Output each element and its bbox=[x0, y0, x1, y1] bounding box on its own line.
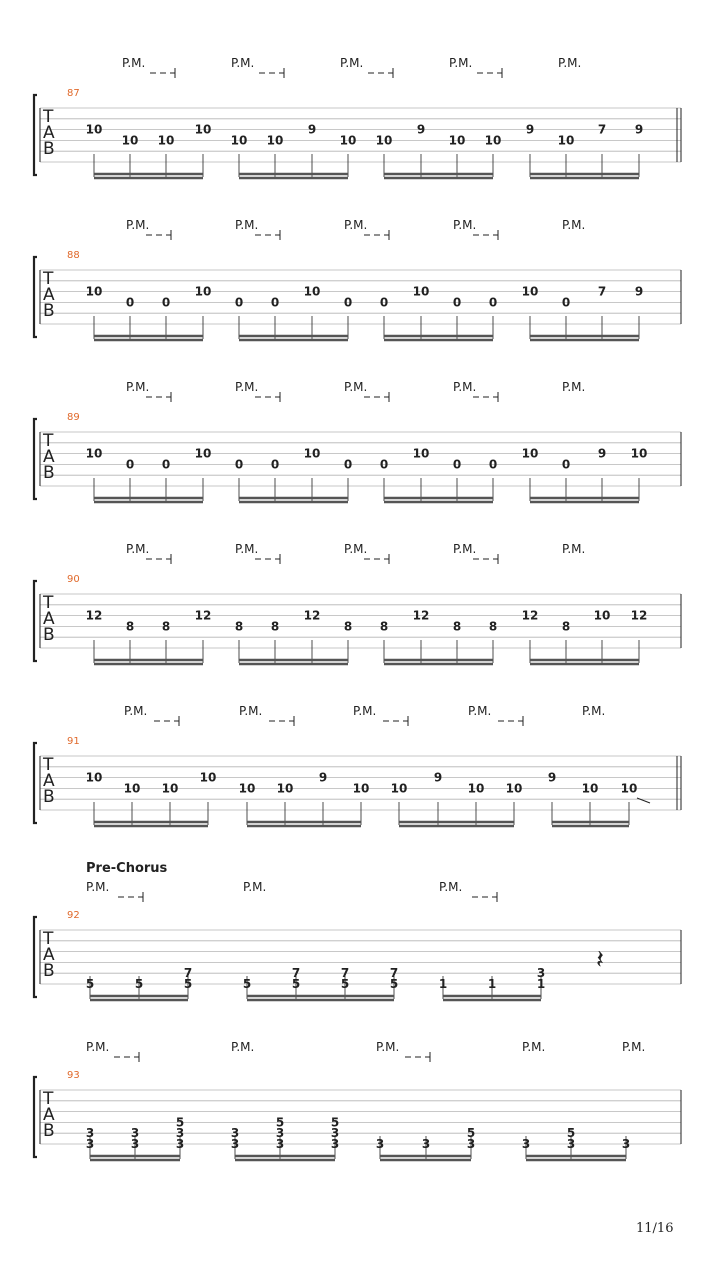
tab-clef-letter: T bbox=[43, 593, 54, 613]
tab-clef-letter: A bbox=[43, 609, 55, 629]
fret-number: 1 bbox=[536, 977, 546, 991]
palm-mute-label: P.M. bbox=[126, 380, 150, 394]
fret-number: 5 bbox=[330, 1115, 340, 1130]
tab-system bbox=[34, 392, 681, 502]
palm-mute-label: P.M. bbox=[522, 1040, 546, 1054]
fret-number: 10 bbox=[484, 133, 502, 148]
fret-number: 9 bbox=[634, 122, 644, 137]
fret-number: 10 bbox=[303, 446, 321, 461]
fret-number: 5 bbox=[275, 1115, 285, 1130]
fret-number: 3 bbox=[275, 1126, 285, 1141]
tab-clef-letter: T bbox=[43, 929, 54, 949]
fret-number: 5 bbox=[183, 977, 193, 991]
palm-mute-label: P.M. bbox=[340, 56, 364, 70]
fret-number: 10 bbox=[85, 122, 103, 137]
fret-number: 9 bbox=[597, 446, 607, 461]
fret-number: 10 bbox=[85, 446, 103, 461]
palm-mute-label: P.M. bbox=[86, 1040, 110, 1054]
palm-mute-label: P.M. bbox=[126, 542, 150, 556]
fret-number: 9 bbox=[634, 284, 644, 299]
fret-number: 8 bbox=[561, 619, 571, 634]
fret-number: 8 bbox=[343, 619, 353, 634]
fret-number: 3 bbox=[536, 966, 546, 981]
fret-number: 0 bbox=[161, 457, 171, 472]
tab-clef-letter: B bbox=[43, 625, 55, 645]
fret-number: 0 bbox=[343, 295, 353, 310]
fret-number: 5 bbox=[175, 1115, 185, 1130]
fret-number: 0 bbox=[379, 457, 389, 472]
tab-clef-letter: B bbox=[43, 1121, 55, 1141]
measure-number: 92 bbox=[67, 910, 80, 921]
fret-number: 12 bbox=[412, 608, 430, 623]
tab-clef-letter: B bbox=[43, 139, 55, 159]
fret-number: 10 bbox=[412, 446, 430, 461]
fret-number: 12 bbox=[303, 608, 321, 623]
fret-number: 1 bbox=[438, 977, 448, 991]
fret-number: 5 bbox=[291, 977, 301, 991]
fret-number: 3 bbox=[175, 1137, 185, 1151]
fret-number: 0 bbox=[343, 457, 353, 472]
fret-number: 3 bbox=[330, 1137, 340, 1151]
fret-number: 10 bbox=[390, 781, 408, 796]
fret-number: 10 bbox=[123, 781, 141, 796]
system-bracket bbox=[34, 917, 37, 997]
system-bracket bbox=[34, 419, 37, 499]
slide-line bbox=[637, 798, 650, 803]
fret-number: 3 bbox=[330, 1126, 340, 1141]
fret-number: 0 bbox=[488, 457, 498, 472]
fret-number: 0 bbox=[488, 295, 498, 310]
palm-mute-label: P.M. bbox=[239, 704, 263, 718]
palm-mute-label: P.M. bbox=[126, 218, 150, 232]
tab-clef-letter: T bbox=[43, 431, 54, 451]
system-bracket bbox=[34, 95, 37, 175]
tab-clef-letter: T bbox=[43, 107, 54, 127]
fret-number: 5 bbox=[389, 977, 399, 991]
fret-number: 9 bbox=[416, 122, 426, 137]
measure-number: 89 bbox=[67, 412, 80, 423]
tab-clef-letter: A bbox=[43, 285, 55, 305]
palm-mute-label: P.M. bbox=[558, 56, 582, 70]
fret-number: 5 bbox=[85, 977, 95, 991]
fret-number: 8 bbox=[234, 619, 244, 634]
fret-number: 5 bbox=[134, 977, 144, 991]
tab-system bbox=[34, 716, 681, 826]
fret-number: 10 bbox=[157, 133, 175, 148]
palm-mute-label: P.M. bbox=[582, 704, 606, 718]
fret-number: 0 bbox=[270, 457, 280, 472]
fret-number: 3 bbox=[85, 1126, 95, 1141]
tab-clef-letter: A bbox=[43, 447, 55, 467]
fret-number: 9 bbox=[318, 770, 328, 785]
fret-number: 3 bbox=[175, 1126, 185, 1141]
fret-number: 10 bbox=[238, 781, 256, 796]
fret-number: 10 bbox=[194, 446, 212, 461]
tab-clef-letter: T bbox=[43, 269, 54, 289]
fret-number: 3 bbox=[375, 1137, 385, 1151]
fret-number: 10 bbox=[505, 781, 523, 796]
fret-number: 7 bbox=[183, 966, 193, 981]
fret-number: 0 bbox=[234, 295, 244, 310]
palm-mute-label: P.M. bbox=[353, 704, 377, 718]
palm-mute-label: P.M. bbox=[124, 704, 148, 718]
fret-number: 10 bbox=[85, 284, 103, 299]
fret-number: 10 bbox=[467, 781, 485, 796]
fret-number: 0 bbox=[125, 295, 135, 310]
palm-mute-label: P.M. bbox=[562, 218, 586, 232]
tab-clef-letter: B bbox=[43, 463, 55, 483]
fret-number: 0 bbox=[561, 295, 571, 310]
fret-number: 12 bbox=[630, 608, 648, 623]
system-bracket bbox=[34, 743, 37, 823]
tab-system bbox=[34, 892, 681, 1000]
fret-number: 10 bbox=[199, 770, 217, 785]
palm-mute-label: P.M. bbox=[122, 56, 146, 70]
fret-number: 10 bbox=[276, 781, 294, 796]
tab-clef-letter: B bbox=[43, 961, 55, 981]
fret-number: 10 bbox=[630, 446, 648, 461]
quarter-rest: 𝄽 bbox=[596, 945, 604, 975]
fret-number: 0 bbox=[452, 457, 462, 472]
fret-number: 10 bbox=[266, 133, 284, 148]
fret-number: 3 bbox=[230, 1126, 240, 1141]
palm-mute-label: P.M. bbox=[344, 380, 368, 394]
palm-mute-label: P.M. bbox=[235, 380, 259, 394]
tab-clef-letter: B bbox=[43, 787, 55, 807]
fret-number: 9 bbox=[547, 770, 557, 785]
measure-number: 91 bbox=[67, 736, 80, 747]
tab-clef-letter: A bbox=[43, 771, 55, 791]
measure-number: 88 bbox=[67, 250, 80, 261]
fret-number: 8 bbox=[161, 619, 171, 634]
fret-number: 10 bbox=[448, 133, 466, 148]
section-label: Pre-Chorus bbox=[86, 861, 168, 876]
fret-number: 9 bbox=[433, 770, 443, 785]
fret-number: 9 bbox=[307, 122, 317, 137]
tab-system bbox=[34, 554, 681, 664]
system-bracket bbox=[34, 581, 37, 661]
fret-number: 3 bbox=[466, 1137, 476, 1151]
palm-mute-label: P.M. bbox=[376, 1040, 400, 1054]
fret-number: 10 bbox=[303, 284, 321, 299]
fret-number: 10 bbox=[620, 781, 638, 796]
fret-number: 5 bbox=[566, 1126, 576, 1141]
tab-clef-letter: A bbox=[43, 1105, 55, 1125]
palm-mute-label: P.M. bbox=[453, 542, 477, 556]
palm-mute-label: P.M. bbox=[562, 380, 586, 394]
palm-mute-label: P.M. bbox=[243, 880, 267, 894]
fret-number: 0 bbox=[561, 457, 571, 472]
fret-number: 0 bbox=[452, 295, 462, 310]
tab-clef-letter: A bbox=[43, 945, 55, 965]
fret-number: 8 bbox=[488, 619, 498, 634]
fret-number: 3 bbox=[566, 1137, 576, 1151]
fret-number: 10 bbox=[375, 133, 393, 148]
palm-mute-label: P.M. bbox=[344, 218, 368, 232]
fret-number: 8 bbox=[125, 619, 135, 634]
palm-mute-label: P.M. bbox=[86, 880, 110, 894]
fret-number: 9 bbox=[525, 122, 535, 137]
fret-number: 10 bbox=[412, 284, 430, 299]
fret-number: 10 bbox=[85, 770, 103, 785]
palm-mute-label: P.M. bbox=[231, 56, 255, 70]
fret-number: 12 bbox=[85, 608, 103, 623]
fret-number: 0 bbox=[270, 295, 280, 310]
palm-mute-label: P.M. bbox=[453, 218, 477, 232]
fret-number: 3 bbox=[421, 1137, 431, 1151]
tab-clef-letter: T bbox=[43, 1089, 54, 1109]
fret-number: 3 bbox=[85, 1137, 95, 1151]
tab-clef-letter: B bbox=[43, 301, 55, 321]
fret-number: 10 bbox=[230, 133, 248, 148]
palm-mute-label: P.M. bbox=[562, 542, 586, 556]
fret-number: 8 bbox=[452, 619, 462, 634]
palm-mute-label: P.M. bbox=[453, 380, 477, 394]
palm-mute-label: P.M. bbox=[439, 880, 463, 894]
fret-number: 7 bbox=[291, 966, 301, 981]
fret-number: 10 bbox=[557, 133, 575, 148]
fret-number: 3 bbox=[521, 1137, 531, 1151]
fret-number: 10 bbox=[593, 608, 611, 623]
fret-number: 0 bbox=[234, 457, 244, 472]
tab-system bbox=[34, 68, 681, 178]
measure-number: 93 bbox=[67, 1070, 80, 1081]
system-bracket bbox=[34, 257, 37, 337]
fret-number: 0 bbox=[161, 295, 171, 310]
fret-number: 3 bbox=[230, 1137, 240, 1151]
page-number: 11/16 bbox=[636, 1221, 674, 1236]
fret-number: 10 bbox=[194, 284, 212, 299]
fret-number: 7 bbox=[597, 122, 607, 137]
measure-number: 90 bbox=[67, 574, 80, 585]
fret-number: 5 bbox=[466, 1126, 476, 1141]
fret-number: 7 bbox=[597, 284, 607, 299]
fret-number: 0 bbox=[379, 295, 389, 310]
palm-mute-label: P.M. bbox=[235, 542, 259, 556]
tab-system bbox=[34, 230, 681, 340]
palm-mute-label: P.M. bbox=[235, 218, 259, 232]
fret-number: 12 bbox=[194, 608, 212, 623]
fret-number: 0 bbox=[125, 457, 135, 472]
fret-number: 3 bbox=[275, 1137, 285, 1151]
palm-mute-label: P.M. bbox=[468, 704, 492, 718]
fret-number: 10 bbox=[521, 284, 539, 299]
fret-number: 8 bbox=[270, 619, 280, 634]
fret-number: 10 bbox=[121, 133, 139, 148]
fret-number: 10 bbox=[581, 781, 599, 796]
fret-number: 1 bbox=[487, 977, 497, 991]
fret-number: 10 bbox=[339, 133, 357, 148]
fret-number: 8 bbox=[379, 619, 389, 634]
fret-number: 3 bbox=[130, 1137, 140, 1151]
tab-clef-letter: A bbox=[43, 123, 55, 143]
measure-number: 87 bbox=[67, 88, 80, 99]
fret-number: 10 bbox=[194, 122, 212, 137]
fret-number: 10 bbox=[521, 446, 539, 461]
fret-number: 3 bbox=[621, 1137, 631, 1151]
palm-mute-label: P.M. bbox=[344, 542, 368, 556]
fret-number: 10 bbox=[352, 781, 370, 796]
fret-number: 3 bbox=[130, 1126, 140, 1141]
system-bracket bbox=[34, 1077, 37, 1157]
palm-mute-label: P.M. bbox=[449, 56, 473, 70]
fret-number: 5 bbox=[340, 977, 350, 991]
fret-number: 10 bbox=[161, 781, 179, 796]
palm-mute-label: P.M. bbox=[231, 1040, 255, 1054]
fret-number: 5 bbox=[242, 977, 252, 991]
fret-number: 12 bbox=[521, 608, 539, 623]
tab-clef-letter: T bbox=[43, 755, 54, 775]
fret-number: 7 bbox=[340, 966, 350, 981]
palm-mute-label: P.M. bbox=[622, 1040, 646, 1054]
fret-number: 7 bbox=[389, 966, 399, 981]
